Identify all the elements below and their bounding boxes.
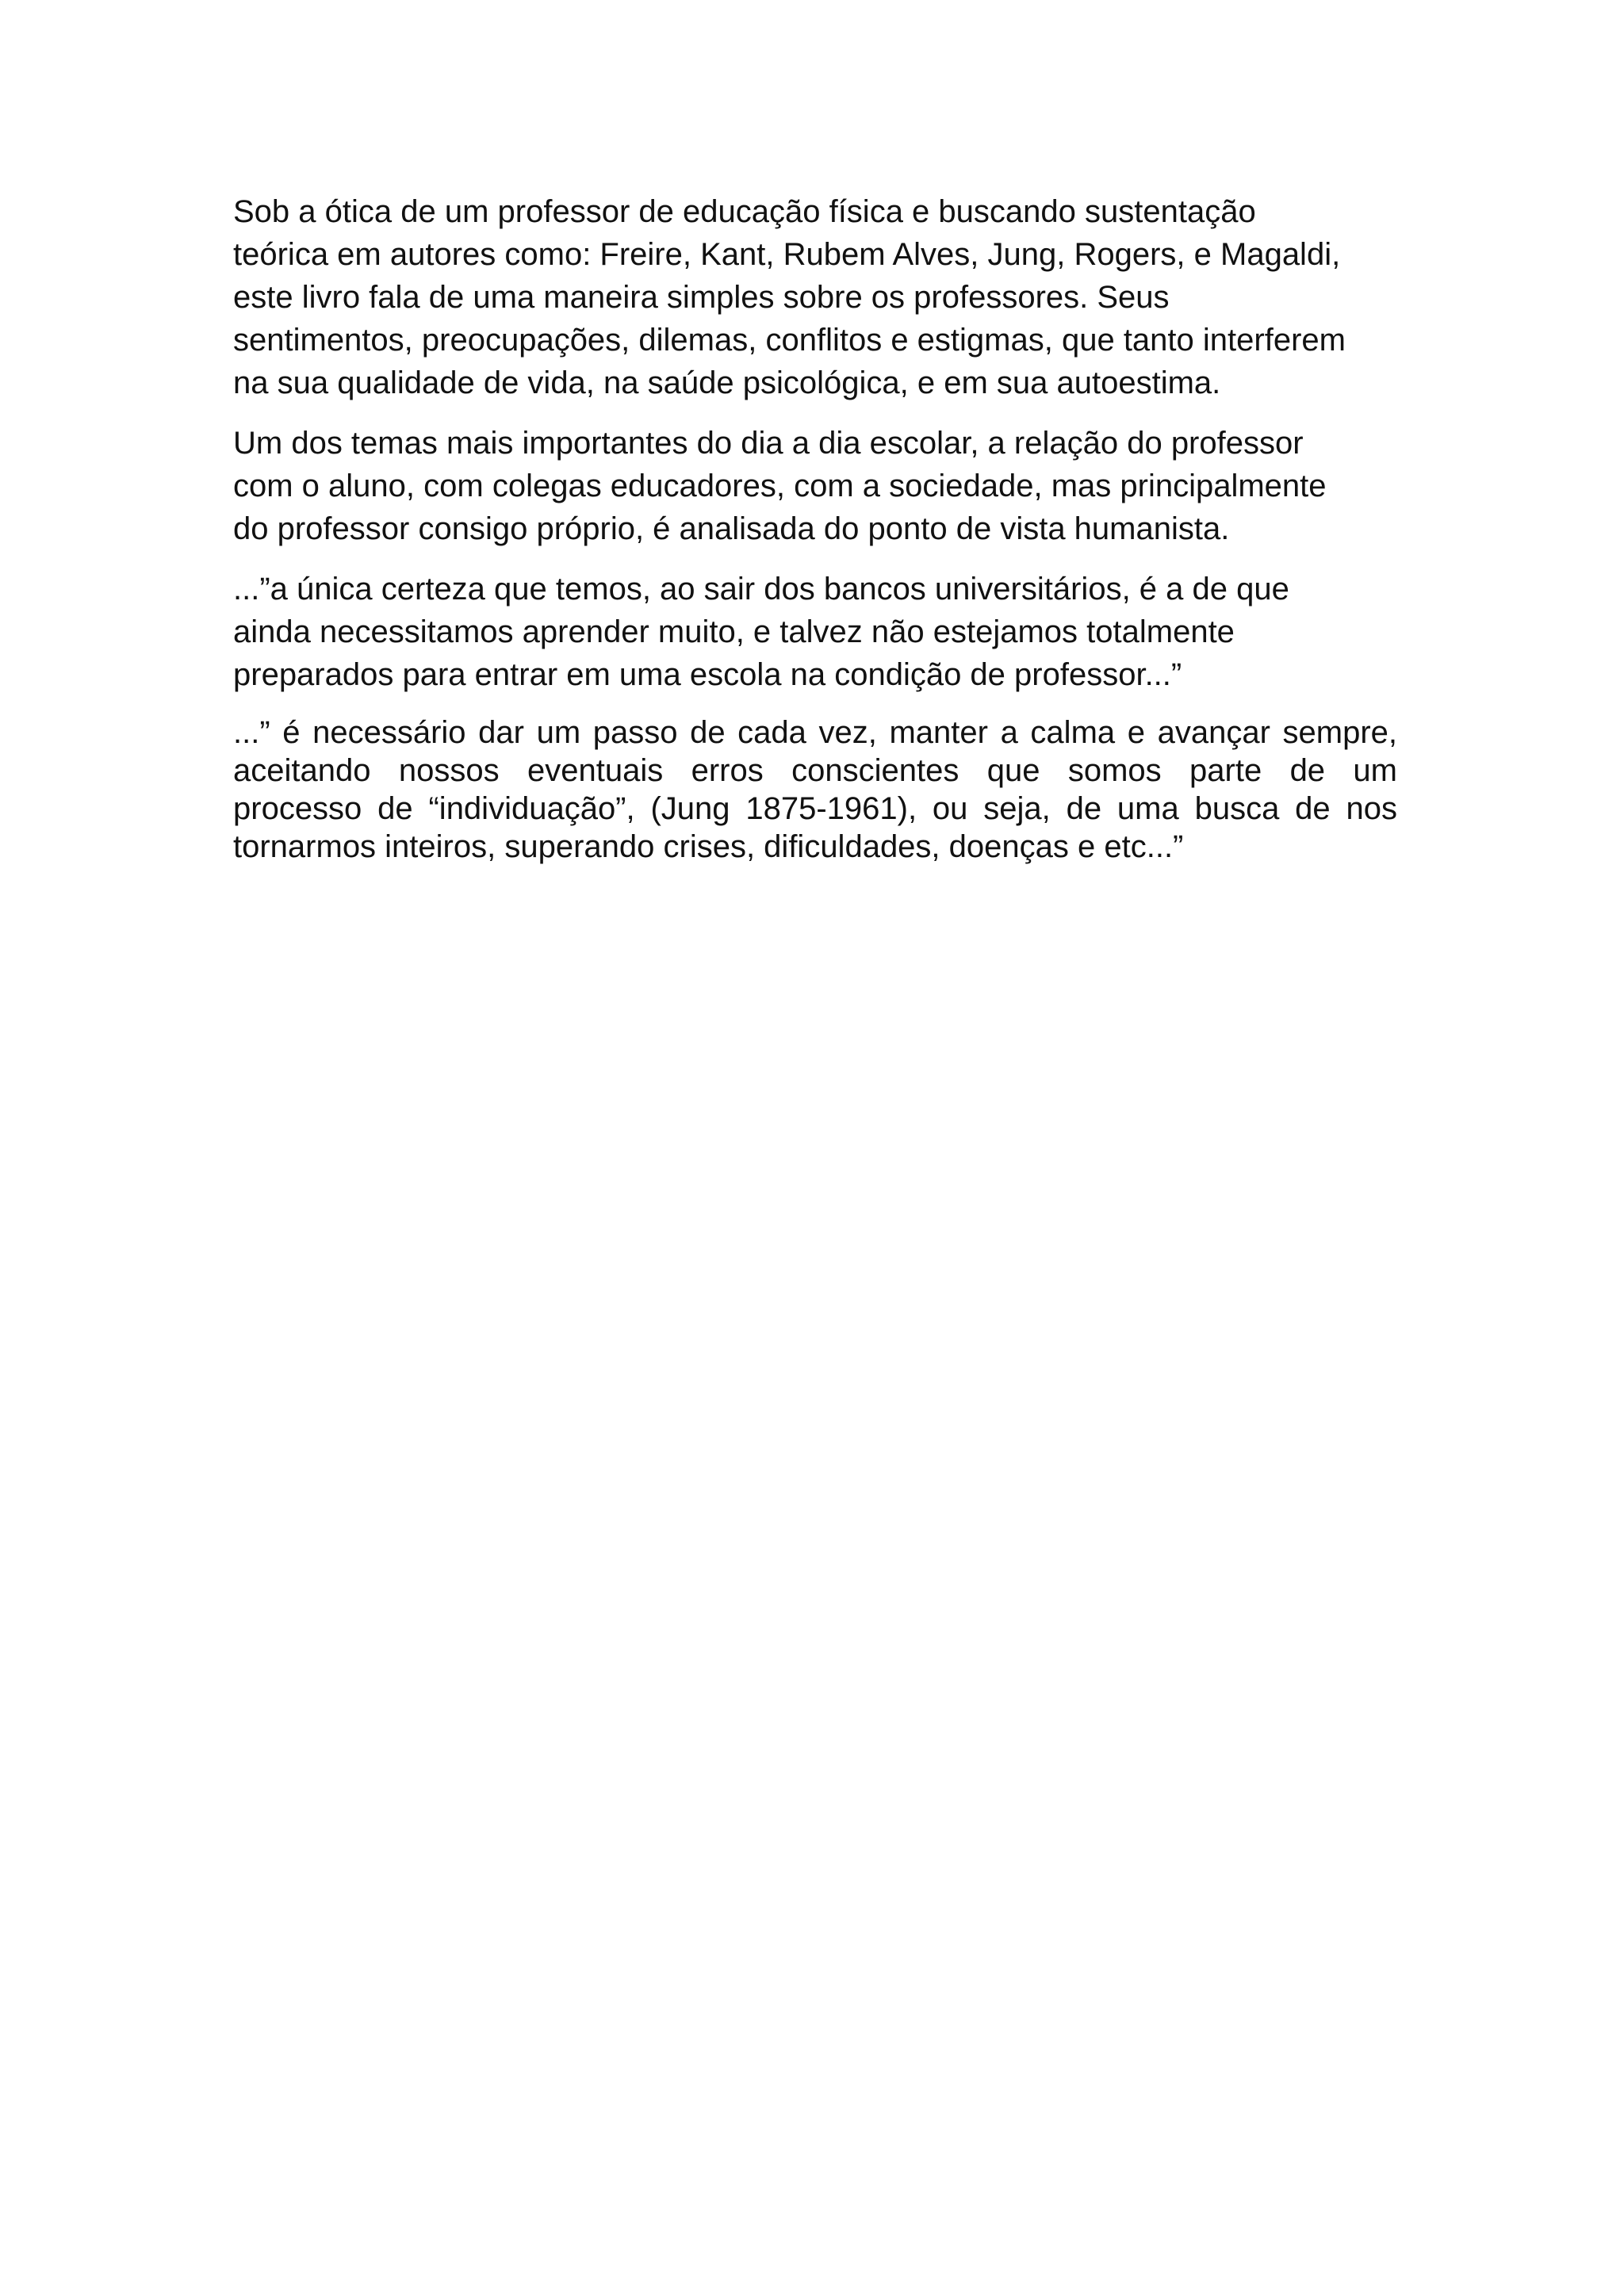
text-line: sentimentos, preocupações, dilemas, conflitos e estigmas, que tanto interferem — [233, 323, 1346, 358]
paragraph-themes — [233, 422, 1397, 550]
text-line: ...”a única certeza que temos, ao sair dos bancos universitários, é a de que — [233, 572, 1289, 607]
text-line: aceitando nossos eventuais erros conscientes que somos parte de um — [233, 753, 1397, 788]
text-line: do professor consigo próprio, é analisada do ponto de vista humanista. — [233, 511, 1230, 546]
text-line: Um dos temas mais importantes do dia a dia escolar, a relação do professor — [233, 426, 1304, 461]
text-line: processo de “individuação”, (Jung 1875-1961), ou seja, de uma busca de nos — [233, 791, 1397, 826]
text-line: preparados para entrar em uma escola na condição de professor...” — [233, 657, 1182, 692]
text-line: na sua qualidade de vida, na saúde psicológica, e em sua autoestima. — [233, 365, 1221, 400]
text-line: ainda necessitamos aprender muito, e talvez não estejamos totalmente — [233, 614, 1235, 649]
text-line: ...” é necessário dar um passo de cada vez, manter a calma e avançar sempre, — [233, 715, 1397, 750]
paragraph-quote-2 — [233, 714, 1397, 866]
paragraph-intro — [233, 190, 1397, 404]
text-line: este livro fala de uma maneira simples sobre os professores. Seus — [233, 280, 1170, 315]
paragraph-quote-1 — [233, 568, 1397, 696]
document-body — [233, 190, 1397, 883]
text-line: teórica em autores como: Freire, Kant, Rubem Alves, Jung, Rogers, e Magaldi, — [233, 237, 1341, 272]
text-line: com o aluno, com colegas educadores, com a sociedade, mas principalmente — [233, 469, 1327, 503]
text-line: Sob a ótica de um professor de educação física e buscando sustentação — [233, 194, 1256, 229]
text-line: tornarmos inteiros, superando crises, dificuldades, doenças e etc...” — [233, 829, 1184, 864]
